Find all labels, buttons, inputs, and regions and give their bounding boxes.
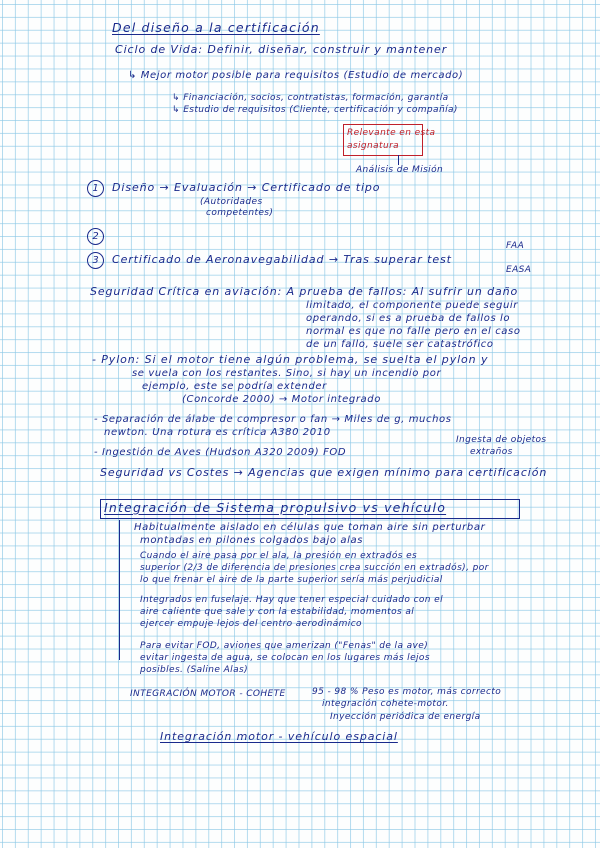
pylon-line-b: se vuela con los restantes. Sino, si hay un incendio por <box>132 368 442 379</box>
seguridad-line-c: operando, si es a prueba de fallos lo <box>306 313 511 324</box>
seguridad-line-b: limitado, el componente puede seguir <box>306 300 519 311</box>
integrados-line-c: ejercer empuje lejos del centro aerodinámico <box>140 619 362 629</box>
cohete-line-b: 95 - 98 % Peso es motor, más correcto <box>312 687 502 697</box>
habitual-line-b: montadas en pilones colgados bajo alas <box>140 535 363 546</box>
ciclo-line: Ciclo de Vida: Definir, diseñar, construir y mantener <box>115 43 448 56</box>
seguridad-line-d: normal es que no falle pero en el caso <box>306 326 521 337</box>
habitual-line-a: Habitualmente aislado en células que toman aire sin perturbar <box>134 522 486 533</box>
financiacion-line: ↳ Financiación, socios, contratistas, formación, garantía <box>172 93 449 103</box>
separacion-line-b: newton. Una rotura es crítica A380 2010 <box>104 427 331 438</box>
faa-label: FAA <box>506 241 525 251</box>
seguridad-costes-line: Seguridad vs Costes → Agencias que exigen mínimo para certificación <box>100 466 548 479</box>
cohete-title: INTEGRACIÓN MOTOR - COHETE <box>130 689 286 699</box>
ingesta-note-2: extraños <box>470 447 513 457</box>
habitual-line-e: lo que frenar el aire de la parte superior sería más perjudicial <box>140 575 443 585</box>
number-1-circle <box>87 180 104 197</box>
easa-label: EASA <box>506 265 532 275</box>
seguridad-line-e: de un fallo, suele ser catastrófico <box>306 339 494 350</box>
estudio-requisitos-line: ↳ Estudio de requisitos (Cliente, certificación y compañía) <box>172 105 458 115</box>
page-title: Del diseño a la certificación <box>112 20 320 35</box>
integrados-line-a: Integrados en fuselaje. Hay que tener especial cuidado con el <box>140 595 443 605</box>
ingestion-line: - Ingestión de Aves (Hudson A320 2009) FOD <box>94 447 347 458</box>
separacion-line-a: - Separación de álabe de compresor o fan → Miles de g, muchos <box>94 414 452 425</box>
relevante-text-1: Relevante en esta <box>347 128 436 138</box>
mejor-motor-line: ↳ Mejor motor posible para requisitos (Estudio de mercado) <box>128 70 464 81</box>
certificado-line: Certificado de Aeronavegabilidad → Tras superar test <box>112 253 452 266</box>
fod-line-c: posibles. (Saline Alas) <box>140 665 248 675</box>
analisis-mision: Análisis de Misión <box>356 165 444 175</box>
pylon-line-a: - Pylon: Si el motor tiene algún problema, se suelta el pylon y <box>92 353 489 366</box>
number-3-circle <box>87 252 104 269</box>
fod-line-b: evitar ingesta de agua, se colocan en los lugares más lejos <box>140 653 430 663</box>
vehiculo-espacial-line: Integración motor - vehículo espacial <box>160 730 398 743</box>
pylon-line-d: (Concorde 2000) → Motor integrado <box>182 394 381 405</box>
ingesta-note-1: Ingesta de objetos <box>456 435 547 445</box>
bracket-line <box>119 520 120 660</box>
integracion-title: Integración de Sistema propulsivo vs vehículo <box>104 500 447 515</box>
diseno-line: Diseño → Evaluación → Certificado de tipo <box>112 181 381 194</box>
habitual-line-d: superior (2/3 de diferencia de presiones crea succión en extradós), por <box>140 563 489 573</box>
pylon-line-c: ejemplo, este se podría extender <box>142 381 327 392</box>
autoridades-1: (Autoridades <box>200 197 263 207</box>
number-1: 1 <box>92 183 99 194</box>
autoridades-2: competentes) <box>206 208 274 218</box>
number-2: 2 <box>92 231 99 242</box>
cohete-line-c: integración cohete-motor. <box>322 699 449 709</box>
fod-line-a: Para evitar FOD, aviones que amerizan ("Fenas" de la ave) <box>140 641 429 651</box>
number-3: 3 <box>92 255 99 266</box>
habitual-line-c: Cuando el aire pasa por el ala, la presión en extradós es <box>140 551 418 561</box>
number-2-circle <box>87 228 104 245</box>
seguridad-critica-line: Seguridad Crítica en aviación: A prueba de fallos: Al sufrir un daño <box>90 285 519 298</box>
integrados-line-b: aire caliente que sale y con la estabilidad, momentos al <box>140 607 415 617</box>
relevante-text-2: asignatura <box>347 141 400 151</box>
cohete-line-d: Inyección periódica de energía <box>330 712 481 722</box>
